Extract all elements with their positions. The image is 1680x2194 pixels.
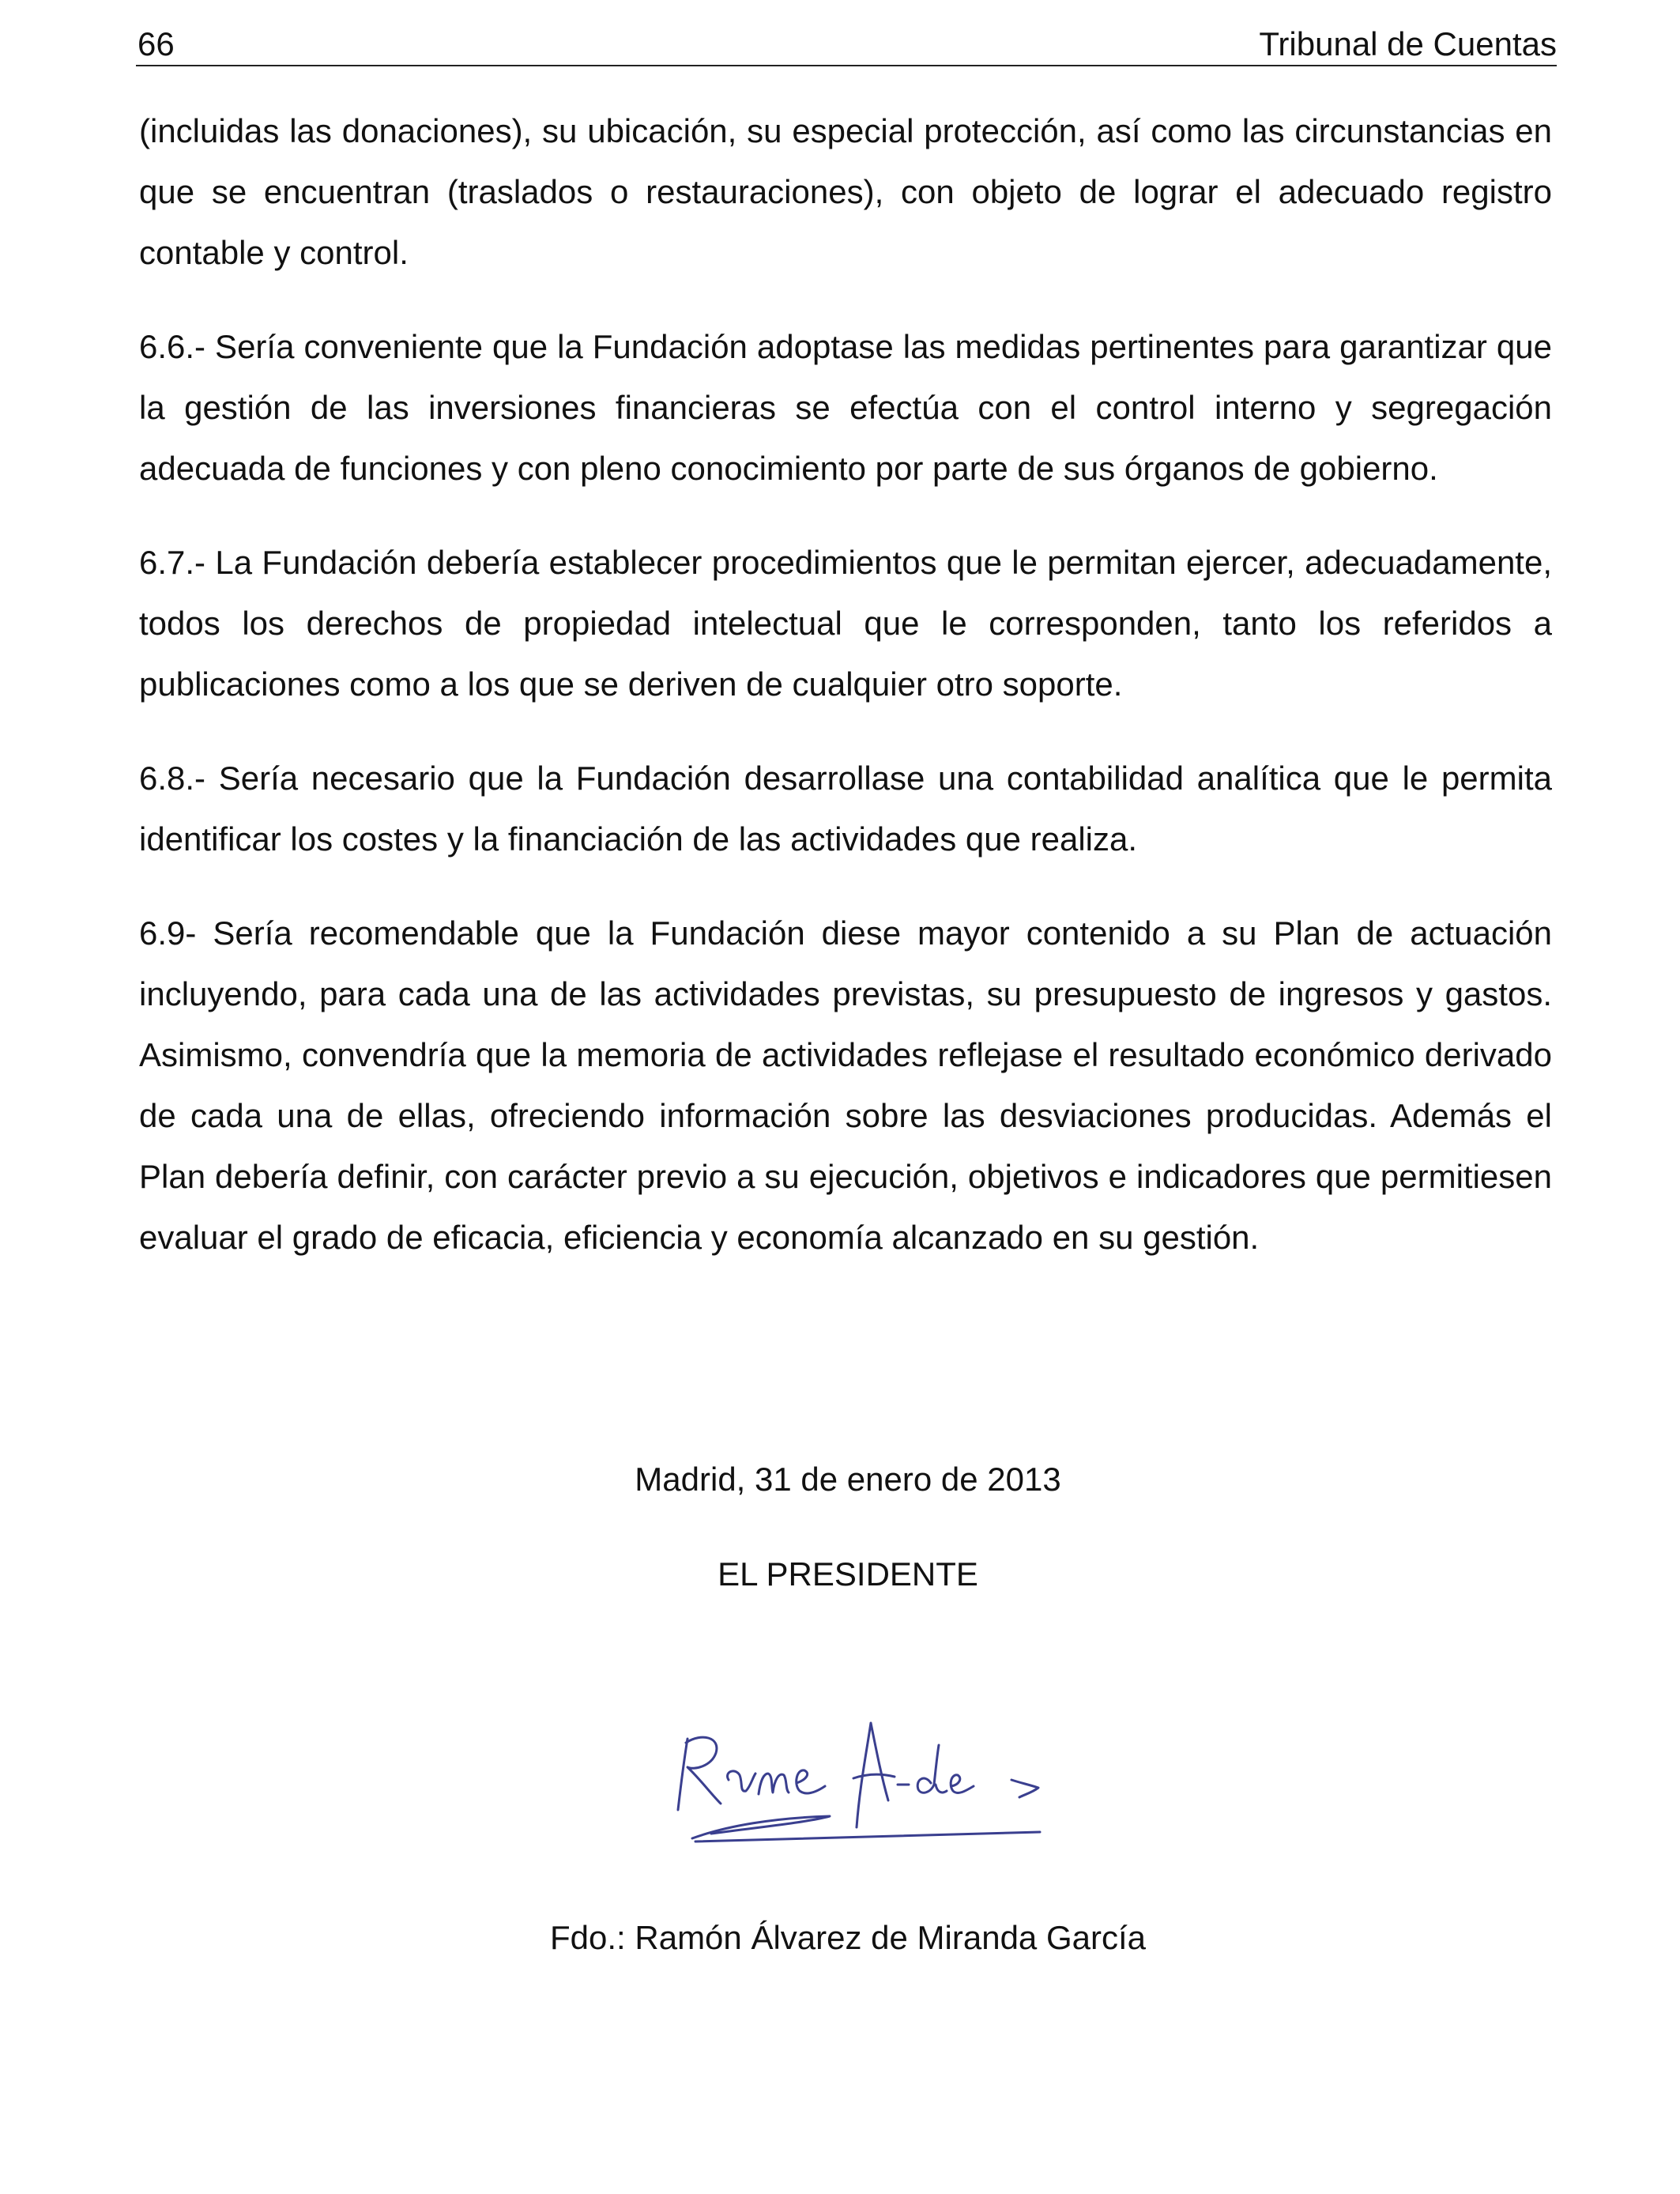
paragraph-6-7: 6.7.- La Fundación debería establecer procedimientos que le permitan ejercer, adecuadamente, todos los derechos de propiedad intelectual que le corresponden, tanto los referidos a publicaciones como a los que se deriven de cualquier otro soporte. (139, 544, 1552, 703)
running-title: Tribunal de Cuentas (1259, 25, 1557, 62)
closing-date-line: Madrid, 31 de enero de 2013 (635, 1461, 1061, 1498)
paragraph-6-6: 6.6.- Sería conveniente que la Fundación adoptase las medidas pertinentes para garantizar que la gestión de las inversiones financieras se efectúa con el control interno y segregación adecuada de funciones y con pleno conocimiento por parte de sus órganos de gobierno. (139, 328, 1552, 487)
page-header (136, 24, 1557, 66)
paragraph-6-8: 6.8.- Sería necesario que la Fundación desarrollase una contabilidad analítica que le permita identificar los costes y la financiación de las actividades que realiza. (139, 760, 1552, 858)
handwritten-signature (664, 1691, 1075, 1849)
paragraph-6-9: 6.9- Sería recomendable que la Fundación diese mayor contenido a su Plan de actuación incluyendo, para cada una de las actividades previstas, su presupuesto de ingresos y gastos. Asimismo, convendría que la memoria de actividades reflejase el resultado económico derivado de cada una de ellas, ofreciendo información sobre las desviaciones producidas. Además el Plan debería definir, con carácter previo a su ejecución, objetivos e indicadores que permitiesen evaluar el grado de eficacia, eficiencia y economía alcanzado en su gestión. (139, 914, 1552, 1256)
closing-role: EL PRESIDENTE (718, 1555, 978, 1593)
closing-signed-by: Fdo.: Ramón Álvarez de Miranda García (550, 1919, 1146, 1956)
paragraph-continuation: (incluidas las donaciones), su ubicación, su especial protección, así como las circunstancias en que se encuentran (traslados o restauraciones), con objeto de lograr el adecuado registro contable y control. (139, 112, 1552, 271)
page-number: 66 (137, 25, 175, 62)
body-text (139, 100, 1552, 1301)
